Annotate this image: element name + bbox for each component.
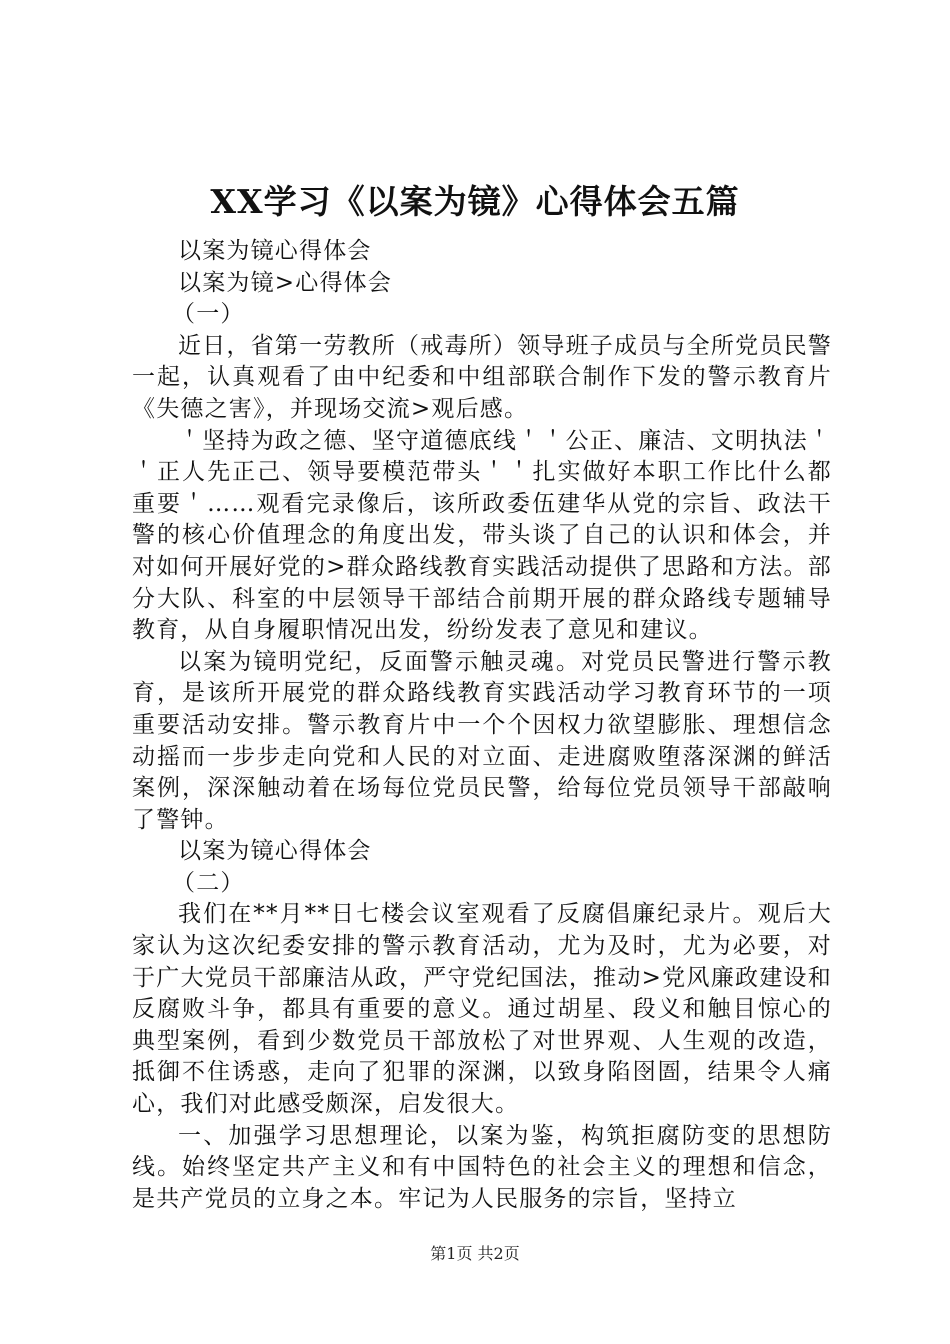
document-title: XX学习《以案为镜》心得体会五篇 bbox=[210, 182, 740, 221]
document-body bbox=[132, 236, 832, 1215]
body-paragraph: 我们在**月**日七楼会议室观看了反腐倡廉纪录片。观后大家认为这次纪委安排的警示教育活动，尤为及时，尤为必要，对于广大党员干部廉洁从政，严守党纪国法，推动>党风廉政建设和反腐败斗争，都具有重要的意义。通过胡星、段义和触目惊心的典型案例，看到少数党员干部放松了对世界观、人生观的改造，抵御不住诱惑，走向了犯罪的深渊，以致身陷囹圄，结果令人痛心，我们对此感受颇深，启发很大。 bbox=[132, 901, 832, 1118]
body-paragraph: ＇坚持为政之德、坚守道德底线＇＇公正、廉洁、文明执法＇＇正人先正己、领导要模范带头＇＇扎实做好本职工作比什么都重要＇……观看完录像后，该所政委伍建华从党的宗旨、政法干警的核心价值理念的角度出发，带头谈了自己的认识和体会，并对如何开展好党的>群众路线教育实践活动提供了思路和方法。部分大队、科室的中层领导干部结合前期开展的群众路线专题辅导教育，从自身履职情况出发，纷纷发表了意见和建议。 bbox=[132, 427, 832, 644]
body-paragraph: 一、加强学习思想理论，以案为鉴，构筑拒腐防变的思想防线。始终坚定共产主义和有中国特色的社会主义的理想和信念，是共产党员的立身之本。牢记为人民服务的宗旨，坚持立 bbox=[132, 1122, 832, 1212]
body-paragraph: 以案为镜明党纪，反面警示触灵魂。对党员民警进行警示教育，是该所开展党的群众路线教育实践活动学习教育环节的一项重要活动安排。警示教育片中一个个因权力欲望膨胀、理想信念动摇而一步步走向党和人民的对立面、走进腐败堕落深渊的鲜活案例，深深触动着在场每位党员民警，给每位党员领导干部敲响了警钟。 bbox=[132, 648, 832, 833]
section-heading: 以案为镜心得体会 bbox=[178, 838, 372, 865]
body-paragraph: 近日，省第一劳教所（戒毒所）领导班子成员与全所党员民警一起，认真观看了由中纪委和中组部联合制作下发的警示教育片《失德之害》，并现场交流>观后感。 bbox=[132, 332, 832, 422]
page-number-footer: 第1页 共2页 bbox=[430, 1244, 520, 1263]
section-heading: 以案为镜心得体会 bbox=[178, 238, 372, 264]
section-number: （二） bbox=[172, 869, 245, 896]
section-number: （一） bbox=[172, 301, 245, 328]
section-heading: 以案为镜>心得体会 bbox=[178, 269, 393, 296]
